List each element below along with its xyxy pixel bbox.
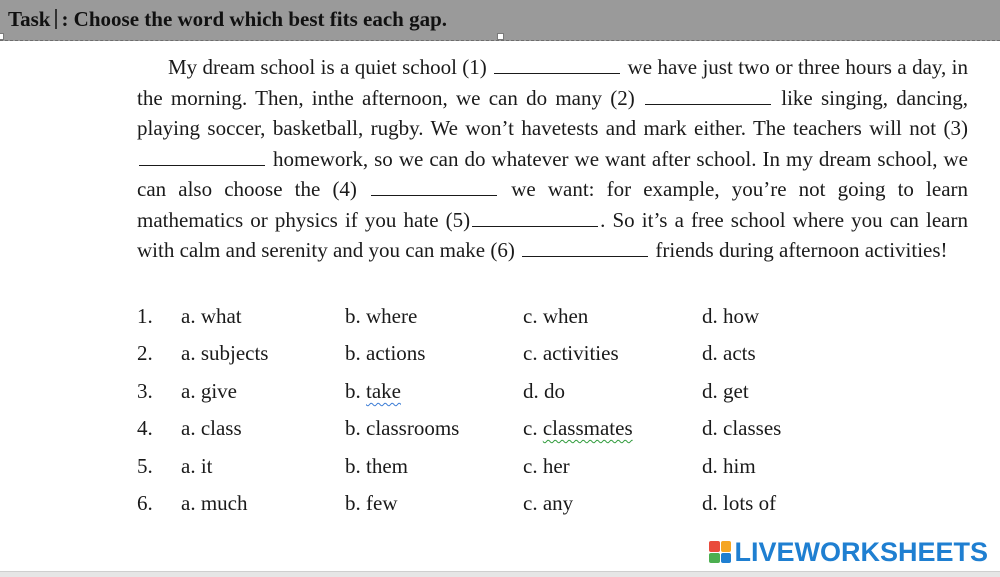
option-b: b. classrooms: [345, 416, 460, 441]
logo-tile: [709, 553, 720, 564]
option-word: take: [366, 378, 401, 403]
resize-handle[interactable]: [0, 33, 4, 40]
option-a: a. what: [181, 304, 242, 328]
option-d: d. get: [702, 378, 749, 403]
gap-1: [494, 55, 620, 74]
option-c: c. when: [523, 304, 589, 328]
question-row: [137, 414, 837, 451]
option-b: b. actions: [345, 341, 426, 366]
logo-tile: [721, 553, 732, 564]
question-row: [137, 339, 837, 376]
option-c: c. her: [523, 453, 570, 478]
option-b: b. where: [345, 304, 418, 328]
task-label: Task: [8, 7, 51, 31]
question-number: 4.: [137, 416, 153, 441]
option-b: b. few: [345, 490, 398, 515]
task-header: [0, 0, 1000, 41]
passage-text: homework, so we can do whatever we want after school. In my dream school, we can also choose the (4): [137, 146, 968, 201]
logo-text: LIVEWORKSHEETS: [734, 536, 988, 567]
gap-5: [472, 208, 598, 227]
passage-text: My dream school is a quiet school (1): [168, 55, 487, 79]
question-row: [137, 302, 837, 339]
option-d: d. acts: [702, 341, 756, 366]
question-number: 5.: [137, 453, 153, 478]
option-c: c. any: [523, 490, 574, 515]
reading-passage: [137, 52, 968, 266]
question-row: [137, 452, 837, 489]
option-word: classmates: [542, 416, 633, 441]
option-d: d. him: [702, 453, 756, 478]
gap-2: [645, 86, 771, 105]
option-a: a. much: [181, 490, 248, 515]
option-d: d. classes: [702, 416, 782, 441]
question-number: 1.: [137, 304, 153, 328]
resize-handle[interactable]: [497, 33, 504, 40]
option-prefix: b.: [345, 378, 366, 403]
liveworksheets-icon: [709, 541, 731, 563]
option-a: a. it: [181, 453, 213, 478]
task-title: [8, 7, 447, 32]
question-number: 3.: [137, 378, 153, 403]
passage-text: like singing, dancing, playing soccer, basketball, rugby. We won’t havetests and mark either. The teachers will not (3): [137, 85, 969, 140]
question-row: [137, 489, 837, 526]
option-a: a. class: [181, 416, 242, 441]
logo-tile: [709, 541, 720, 552]
option-c: c. activities: [523, 341, 619, 366]
option-c: d. do: [523, 378, 565, 403]
option-d: d. lots of: [702, 490, 777, 515]
question-number: 2.: [137, 341, 153, 366]
gap-4: [371, 177, 497, 196]
bottom-edge: [0, 571, 1000, 577]
option-a: a. subjects: [181, 341, 269, 366]
option-b: [345, 379, 401, 404]
passage-text: friends during afternoon activities!: [655, 238, 948, 262]
option-d: d. how: [702, 304, 760, 328]
liveworksheets-logo: [709, 537, 988, 567]
passage-text: we have just two or three hours a day, in the morning. Then, inthe afternoon, we can do many (2): [137, 55, 968, 110]
text-cursor: [55, 9, 57, 29]
gap-6: [522, 238, 648, 257]
passage-text: . So it’s a free school where you can learn with calm and serenity and you can make (6): [137, 207, 968, 262]
question-number: 6.: [137, 490, 153, 515]
question-list: [137, 302, 837, 526]
gap-3: [139, 147, 265, 166]
task-instruction: : Choose the word which best fits each gap.: [61, 7, 448, 31]
option-prefix: c.: [523, 416, 543, 441]
question-row: [137, 377, 837, 414]
option-a: a. give: [181, 378, 237, 403]
logo-tile: [721, 541, 732, 552]
option-b: b. them: [345, 453, 408, 478]
option-c: [523, 416, 633, 441]
passage-text: we want: for example, you’re not going to learn mathematics or physics if you hate (5): [137, 177, 969, 232]
